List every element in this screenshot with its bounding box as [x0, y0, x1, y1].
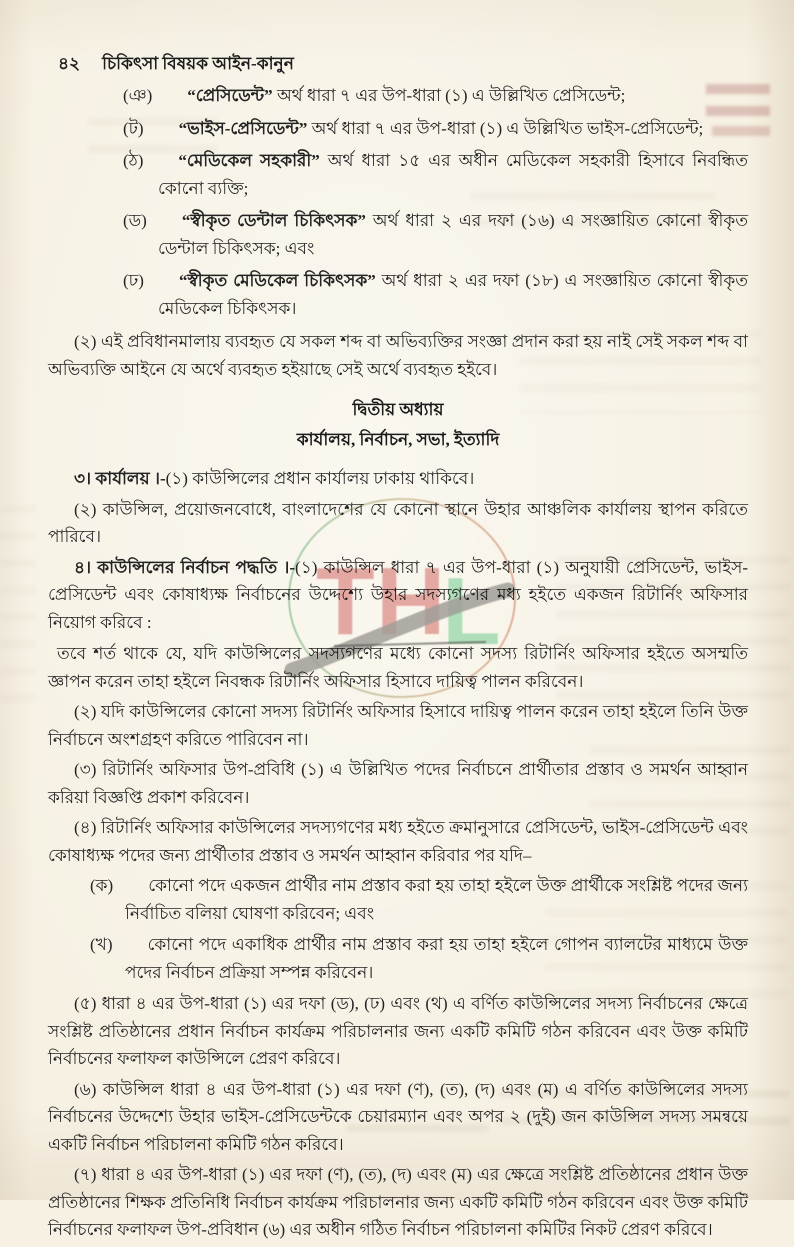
section-4-para-2: (২) যদি কাউন্সিলের কোনো সদস্য রিটার্নিং অফিসার হিসাবে দায়িত্ব পালন করেন তাহা হইলে তিনি উক্ত নির্বাচনে অংশগ্রহণ করিতে পারিবেন না। [48, 702, 748, 749]
section-3-text: (১) কাউন্সিলের প্রধান কার্যালয় ঢাকায় থাকিবে। [165, 469, 475, 488]
paragraph-undefined-terms: (২) এই প্রবিধানমালায় ব্যবহৃত যে সকল শব্দ বা অভিব্যক্তির সংজ্ঞা প্রদান করা হয় নাই সেই সকল শব্দ বা অভিব্যক্তি আইনে যে অর্থে ব্যবহৃত হইয়াছে সেই অর্থে ব্যবহৃত হইবে। [48, 332, 748, 379]
subclause-ka [48, 872, 748, 927]
watermark-letter-h: H [376, 548, 446, 655]
defined-term: “ভাইস-প্রেসিডেন্ট” [178, 118, 308, 138]
definition-clause [48, 207, 748, 262]
clause-label: (খ) [90, 935, 113, 954]
section-4-para-7: (৭) ধারা ৪ এর উপ-ধারা (১) এর দফা (ণ), (ত), (দ) এবং (ম) এর ক্ষেত্রে সংশ্লিষ্ট প্রতিষ্ঠানের প্রধান উক্ত প্রতিষ্ঠানের শিক্ষক প্রতিনিধি নির্বাচন কার্যক্রম পরিচালনার জন্য একটি কমিটি গঠন করিবেন এবং উক্ত কমিটি নির্বাচনের ফলাফল উপ-প্রবিধান (৬) এর অধীন গঠিত নির্বাচন পরিচালনা কমিটির নিকট প্রেরণ করিবে। [48, 1165, 748, 1239]
section-4-para-5: (৫) ধারা ৪ এর উপ-ধারা (১) এর দফা (ড), (ঢ) এবং (থ) এ বর্ণিত কাউন্সিলের সদস্য নির্বাচনের ক্ষেত্রে সংশ্লিষ্ট প্রতিষ্ঠানের প্রধান নির্বাচন কার্যক্রম পরিচালনার জন্য একটি কমিটি গঠন করিবেন এবং উক্ত কমিটি নির্বাচনের ফলাফল কাউন্সিলে প্রেরণ করিবে। [48, 994, 748, 1068]
section-4-para-3: (৩) রিটার্নিং অফিসার উপ-প্রবিধি (১) এ উল্লিখিত পদের নির্বাচনে প্রার্থীতার প্রস্তাব ও সমর্থন আহ্বান করিয়া বিজ্ঞপ্তি প্রকাশ করিবেন। [48, 760, 748, 807]
clause-label: (ট) [123, 118, 144, 138]
clause-text: কোনো পদে একজন প্রার্থীর নাম প্রস্তাব করা হয় তাহা হইলে উক্ত প্রার্থীকে সংশ্লিষ্ট পদের জন্য নির্বাচিত বলিয়া ঘোষণা করিবেন; এবং [125, 876, 748, 923]
section-4-para-6: (৬) কাউন্সিল ধারা ৪ এর উপ-ধারা (১) এর দফা (ণ), (ত), (দ) এবং (ম) এ বর্ণিত কাউন্সিলের সদস্য নির্বাচনের উদ্দেশ্যে উহার ভাইস-প্রেসিডেন্টকে চেয়ারম্যান এবং অপর ২ (দুই) জন কাউন্সিল সদস্য সমন্বয়ে একটি নির্বাচন পরিচালনা কমিটি গঠন করিবে। [48, 1079, 748, 1154]
clause-label: (ঞ) [123, 86, 153, 105]
defined-term: “স্বীকৃত ডেন্টাল চিকিৎসক” [181, 211, 366, 230]
definition-clause [48, 267, 748, 322]
section-4-text: (১) কাউন্সিল ধারা ৭ এর উপ-ধারা (১) অনুযায়ী প্রেসিডেন্ট, ভাইস-প্রেসিডেন্ট এবং কোষাধ্যক্ষ নির্বাচনের উদ্দেশ্যে উহার সদস্যগণের মধ্য হইতে একজন রিটার্নিং অফিসার নিয়োগ করিবে : [48, 557, 748, 632]
clause-text: অর্থ ধারা ২ এর দফা (১৬) এ সংজ্ঞায়িত কোনো স্বীকৃত ডেন্টাল চিকিৎসক; এবং [158, 211, 748, 258]
subclause-kha [48, 931, 748, 986]
clause-label: (ড) [123, 211, 147, 230]
section-4-para-4: (৪) রিটার্নিং অফিসার কাউন্সিলের সদস্যগণের মধ্য হইতে ক্রমানুসারে প্রেসিডেন্ট, ভাইস-প্রেসিডেন্ট এবং কোষাধ্যক্ষ পদের জন্য প্রার্থীতার প্রস্তাব ও সমর্থন আহ্বান করিবার পর যদি– [48, 818, 748, 865]
section-3-para-2: (২) কাউন্সিল, প্রয়োজনবোধে, বাংলাদেশের যে কোনো স্থানে উহার আঞ্চলিক কার্যালয় স্থাপন করিতে পারিবে। [48, 499, 748, 546]
definition-clause [48, 82, 748, 110]
defined-term: “মেডিকেল সহকারী” [178, 151, 320, 170]
section-3-title: ৩। কার্যালয় ।- [74, 469, 166, 488]
clause-label: (ঠ) [123, 151, 144, 170]
clause-text: অর্থ ধারা ৭ এর উপ-ধারা (১) এ উল্লিখিত প্রেসিডেন্ট; [272, 86, 626, 105]
page-header [58, 52, 748, 76]
clause-text: অর্থ ধারা ১৫ এর অধীন মেডিকেল সহকারী হিসাবে নিবন্ধিত কোনো ব্যক্তি; [158, 151, 748, 198]
clause-label: (ক) [90, 876, 114, 895]
section-4-proviso: তবে শর্ত থাকে যে, যদি কাউন্সিলের সদস্যগণের মধ্যে কোনো সদস্য রিটার্নিং অফিসার হইতে অসম্মতি জ্ঞাপন করেন তাহা হইলে নিবন্ধক রিটার্নিং অফিসার হিসাবে দায়িত্ব পালন করিবেন। [48, 644, 748, 691]
page-number: ৪২ [58, 54, 81, 73]
clause-label: (ঢ) [123, 271, 144, 290]
chapter-heading: দ্বিতীয় অধ্যায় [352, 400, 444, 419]
clause-text: কোনো পদে একাধিক প্রার্থীর নাম প্রস্তাব করা হয় তাহা হইলে গোপন ব্যালটের মাধ্যমে উক্ত পদের নির্বাচন প্রক্রিয়া সম্পন্ন করিবেন। [125, 935, 748, 982]
definition-clause [48, 115, 748, 143]
defined-term: “স্বীকৃত মেডিকেল চিকিৎসক” [178, 271, 376, 290]
clause-text: অর্থ ধারা ২ এর দফা (১৮) এ সংজ্ঞায়িত কোনো স্বীকৃত মেডিকেল চিকিৎসক। [158, 271, 749, 318]
clause-text: অর্থ ধারা ৭ এর উপ-ধারা (১) এ উল্লিখিত ভাইস-প্রেসিডেন্ট; [307, 118, 704, 138]
section-4-title: ৪। কাউন্সিলের নির্বাচন পদ্ধতি ।- [74, 557, 296, 577]
watermark-letter-l: L [442, 558, 501, 665]
watermark-letter-t: T [316, 548, 375, 655]
section-4 [48, 554, 748, 637]
chapter-subheading: কার্যালয়, নির্বাচন, সভা, ইত্যাদি [296, 430, 500, 449]
book-title: চিকিৎসা বিষয়ক আইন-কানুন [102, 54, 294, 73]
section-3 [48, 465, 748, 493]
definition-clause [48, 147, 748, 202]
defined-term: “প্রেসিডেন্ট” [187, 86, 273, 105]
